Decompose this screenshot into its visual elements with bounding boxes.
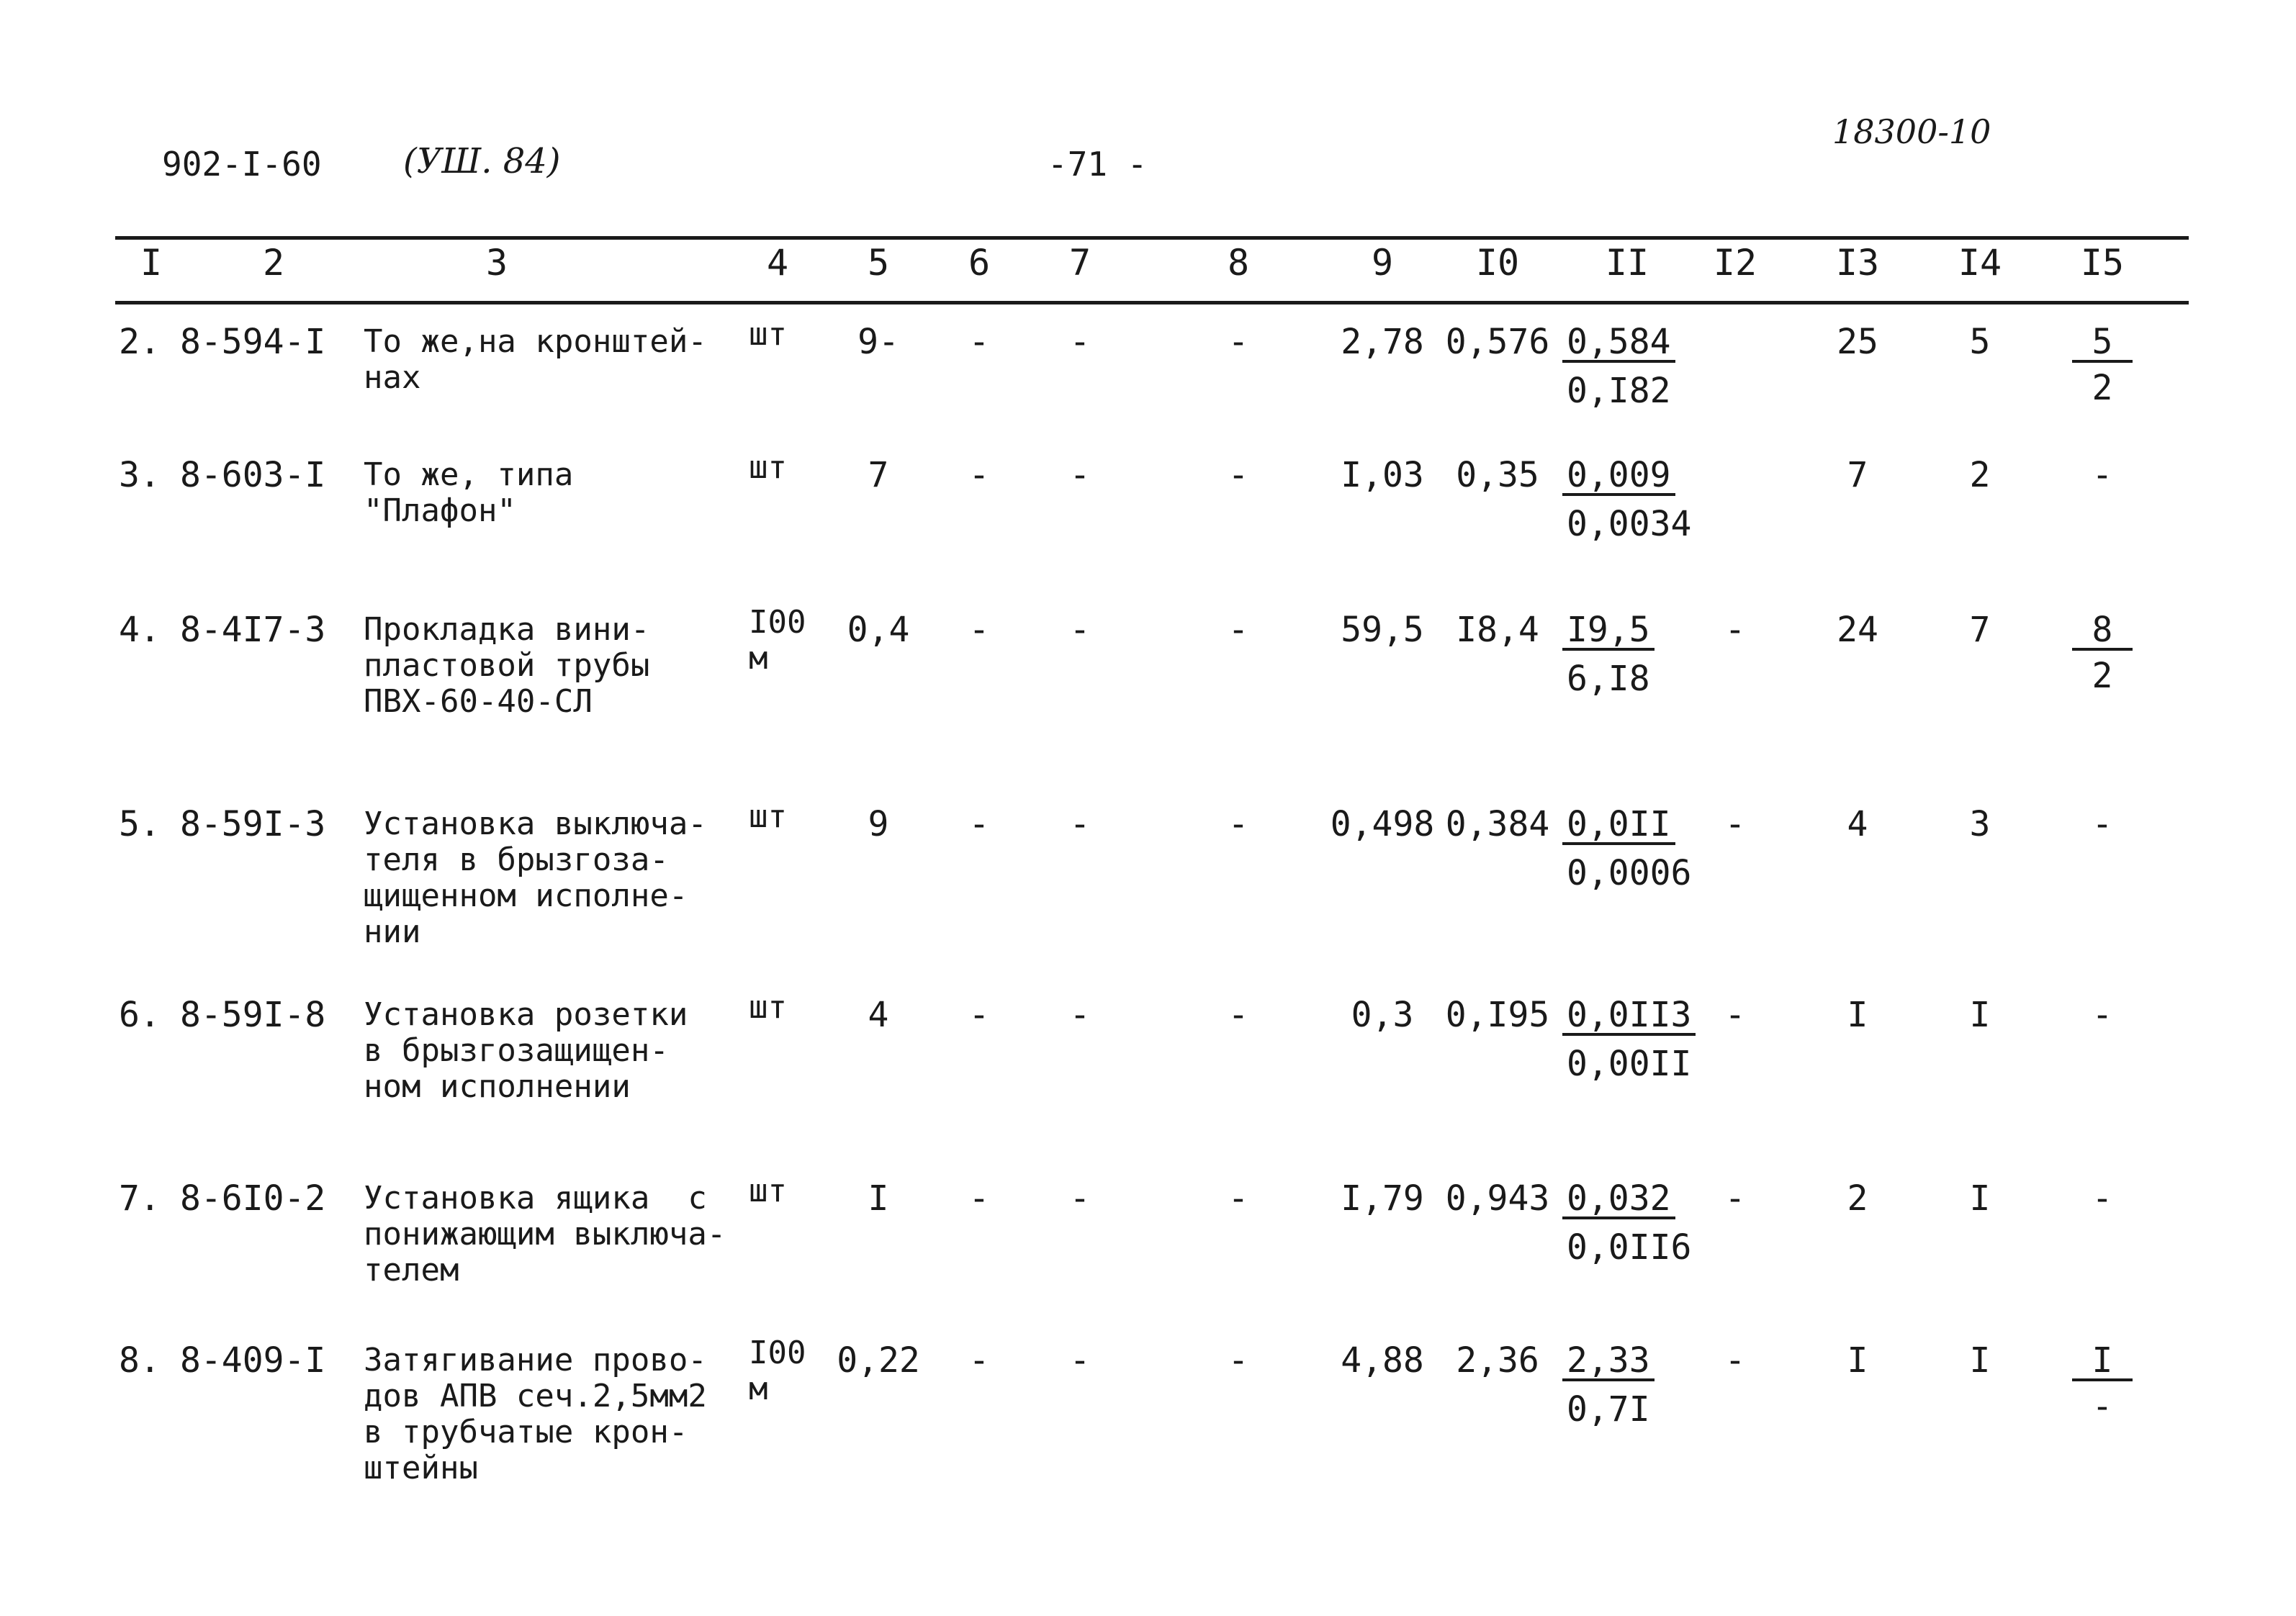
cell-col-9: I,79 bbox=[1341, 1178, 1424, 1219]
column-header-12: I2 bbox=[1713, 242, 1757, 284]
fraction-numerator: 0,009 bbox=[1562, 457, 1675, 496]
fraction-numerator: I bbox=[2072, 1342, 2133, 1381]
cell-col-12: - bbox=[1724, 610, 1746, 650]
cell-col-14: I bbox=[1969, 1340, 1991, 1381]
cell-col-9: 4,88 bbox=[1341, 1340, 1424, 1381]
work-description: Установка розетки в брызгозащищен- ном исполнении bbox=[364, 996, 688, 1105]
cell-col-13: I bbox=[1847, 995, 1868, 1035]
cell-col-9: 0,498 bbox=[1330, 804, 1435, 844]
cell-col-6: - bbox=[968, 804, 990, 844]
fraction-denominator: 0,I82 bbox=[1567, 371, 1671, 411]
fraction-numerator: - bbox=[2092, 1178, 2113, 1219]
series-note: (УШ. 84) bbox=[403, 141, 561, 181]
unit-of-measure: шт bbox=[749, 449, 787, 486]
column-header-5: 5 bbox=[867, 242, 890, 284]
row-number: 3. bbox=[119, 455, 161, 495]
fraction-numerator: - bbox=[2092, 995, 2113, 1035]
cell-col-8: - bbox=[1228, 455, 1249, 495]
fraction-denominator: 0,00II bbox=[1567, 1044, 1692, 1084]
row-number: 4. bbox=[119, 610, 161, 650]
cell-col-13: 25 bbox=[1837, 322, 1878, 362]
cell-col-15 bbox=[2059, 1342, 2146, 1425]
rate-code: 8-6I0-2 bbox=[180, 1178, 326, 1219]
cell-col-10: 0,35 bbox=[1456, 455, 1539, 495]
fraction-denominator: 0,0II6 bbox=[1567, 1227, 1692, 1268]
fraction-numerator: 5 bbox=[2072, 324, 2133, 363]
column-header-2: 2 bbox=[262, 242, 285, 284]
rate-code: 8-603-I bbox=[180, 455, 326, 495]
cell-col-6: - bbox=[968, 995, 990, 1035]
cell-col-5: 9- bbox=[857, 322, 899, 362]
fraction-denominator: 2 bbox=[2092, 656, 2113, 696]
cell-col-6: - bbox=[968, 610, 990, 650]
fraction-denominator: 0,7I bbox=[1567, 1389, 1650, 1430]
fraction-denominator: 2 bbox=[2092, 368, 2113, 408]
cell-col-8: - bbox=[1228, 804, 1249, 844]
cell-col-8: - bbox=[1228, 1178, 1249, 1219]
row-number: 7. bbox=[119, 1178, 161, 1219]
column-header-15: I5 bbox=[2080, 242, 2125, 284]
fraction-numerator: 0,0II3 bbox=[1562, 997, 1696, 1036]
cell-col-13: I bbox=[1847, 1340, 1868, 1381]
cell-col-6: - bbox=[968, 1340, 990, 1381]
page-number: -71 - bbox=[1048, 145, 1148, 184]
fraction-numerator: - bbox=[2092, 455, 2113, 495]
column-header-13: I3 bbox=[1835, 242, 1880, 284]
cell-col-15 bbox=[2059, 806, 2146, 842]
column-header-11: II bbox=[1605, 242, 1649, 284]
column-header-4: 4 bbox=[766, 242, 789, 284]
cell-col-10: 0,943 bbox=[1445, 1178, 1550, 1219]
cell-col-5: 4 bbox=[868, 995, 889, 1035]
column-header-1: I bbox=[140, 242, 163, 284]
cell-col-14: 7 bbox=[1969, 610, 1991, 650]
cell-col-14: 3 bbox=[1969, 804, 1991, 844]
cell-col-6: - bbox=[968, 1178, 990, 1219]
inventory-number: 18300-10 bbox=[1832, 112, 1991, 151]
cell-col-14: I bbox=[1969, 995, 1991, 1035]
cell-col-10: 0,576 bbox=[1445, 322, 1550, 362]
cell-col-13: 4 bbox=[1847, 804, 1868, 844]
column-header-6: 6 bbox=[968, 242, 991, 284]
cell-col-11-fraction bbox=[1562, 457, 1691, 542]
cell-col-9: 0,3 bbox=[1351, 995, 1414, 1035]
cell-col-7: - bbox=[1069, 995, 1091, 1035]
column-header-7: 7 bbox=[1068, 242, 1091, 284]
cell-col-12: - bbox=[1724, 1178, 1746, 1219]
unit-of-measure: I00 м bbox=[749, 604, 806, 677]
rate-code: 8-59I-3 bbox=[180, 804, 326, 844]
rate-code: 8-4I7-3 bbox=[180, 610, 326, 650]
cell-col-8: - bbox=[1228, 995, 1249, 1035]
fraction-numerator: 8 bbox=[2072, 612, 2133, 651]
cell-col-11-fraction bbox=[1562, 806, 1691, 891]
work-description: Установка ящика с понижающим выключа- телем bbox=[364, 1180, 726, 1288]
row-number: 8. bbox=[119, 1340, 161, 1381]
cell-col-15 bbox=[2059, 997, 2146, 1033]
column-header-3: 3 bbox=[485, 242, 508, 284]
cell-col-8: - bbox=[1228, 322, 1249, 362]
fraction-denominator: 0,0034 bbox=[1567, 504, 1692, 544]
cell-col-10: 0,I95 bbox=[1445, 995, 1550, 1035]
cell-col-8: - bbox=[1228, 1340, 1249, 1381]
cell-col-12: - bbox=[1724, 1340, 1746, 1381]
fraction-numerator: 0,0II bbox=[1562, 806, 1675, 845]
work-description: Прокладка вини- пластовой трубы ПВХ-60-40-СЛ bbox=[364, 611, 650, 720]
cell-col-13: 7 bbox=[1847, 455, 1868, 495]
cell-col-9: 59,5 bbox=[1341, 610, 1424, 650]
cell-col-14: 5 bbox=[1969, 322, 1991, 362]
cell-col-9: I,03 bbox=[1341, 455, 1424, 495]
cell-col-11-fraction bbox=[1562, 997, 1696, 1082]
cell-col-7: - bbox=[1069, 1340, 1091, 1381]
cell-col-10: 0,384 bbox=[1445, 804, 1550, 844]
cell-col-15 bbox=[2059, 457, 2146, 493]
cell-col-7: - bbox=[1069, 322, 1091, 362]
work-description: Затягивание прово- дов АПВ сеч.2,5мм2 в трубчатые крон- штейны bbox=[364, 1342, 707, 1486]
cell-col-7: - bbox=[1069, 455, 1091, 495]
column-header-9: 9 bbox=[1371, 242, 1394, 284]
cell-col-13: 24 bbox=[1837, 610, 1878, 650]
cell-col-5: 0,22 bbox=[837, 1340, 920, 1381]
unit-of-measure: шт bbox=[749, 1173, 787, 1209]
column-header-14: I4 bbox=[1958, 242, 2002, 284]
row-number: 5. bbox=[119, 804, 161, 844]
unit-of-measure: шт bbox=[749, 798, 787, 835]
fraction-denominator: 6,I8 bbox=[1567, 659, 1650, 699]
fraction-numerator: 2,33 bbox=[1562, 1342, 1655, 1381]
column-header-10: I0 bbox=[1475, 242, 1520, 284]
cell-col-6: - bbox=[968, 322, 990, 362]
fraction-denominator: - bbox=[2092, 1386, 2113, 1427]
rate-code: 8-59I-8 bbox=[180, 995, 326, 1035]
rate-code: 8-409-I bbox=[180, 1340, 326, 1381]
cell-col-15 bbox=[2059, 1178, 2146, 1219]
fraction-denominator: 0,0006 bbox=[1567, 853, 1692, 893]
work-description: То же, типа "Плафон" bbox=[364, 456, 574, 529]
fraction-numerator: - bbox=[2092, 804, 2113, 844]
cell-col-14: I bbox=[1969, 1178, 1991, 1219]
column-header-8: 8 bbox=[1227, 242, 1250, 284]
cell-col-7: - bbox=[1069, 610, 1091, 650]
cell-col-14: 2 bbox=[1969, 455, 1991, 495]
cell-col-10: I8,4 bbox=[1456, 610, 1539, 650]
cell-col-13: 2 bbox=[1847, 1178, 1868, 1219]
cell-col-7: - bbox=[1069, 1178, 1091, 1219]
unit-of-measure: шт bbox=[749, 989, 787, 1026]
cell-col-12: - bbox=[1724, 804, 1746, 844]
work-description: Установка выключа- теля в брызгоза- щищенном исполне- нии bbox=[364, 805, 707, 950]
cell-col-5: I bbox=[868, 1178, 889, 1219]
fraction-numerator: I9,5 bbox=[1562, 612, 1655, 651]
cell-col-11-fraction bbox=[1562, 612, 1655, 697]
cell-col-11-fraction bbox=[1562, 1178, 1692, 1268]
cell-col-5: 0,4 bbox=[847, 610, 910, 650]
cell-col-10: 2,36 bbox=[1456, 1340, 1539, 1381]
work-description: То же,на кронштей- нах bbox=[364, 323, 707, 396]
row-number: 6. bbox=[119, 995, 161, 1035]
cell-col-15 bbox=[2059, 612, 2146, 694]
document-code: 902-I-60 bbox=[162, 145, 322, 184]
table-top-rule bbox=[115, 236, 2189, 240]
cell-col-5: 7 bbox=[868, 455, 889, 495]
table-header-rule bbox=[115, 301, 2189, 304]
rate-code: 8-594-I bbox=[180, 322, 326, 362]
cell-col-9: 2,78 bbox=[1341, 322, 1424, 362]
cell-col-15 bbox=[2059, 324, 2146, 406]
cell-col-7: - bbox=[1069, 804, 1091, 844]
unit-of-measure: I00 м bbox=[749, 1335, 806, 1407]
cell-col-8: - bbox=[1228, 610, 1249, 650]
cell-col-11-fraction bbox=[1562, 1340, 1655, 1430]
fraction-numerator: 0,584 bbox=[1562, 324, 1675, 363]
cell-col-12: - bbox=[1724, 995, 1746, 1035]
cell-col-11-fraction bbox=[1562, 324, 1675, 409]
unit-of-measure: шт bbox=[749, 316, 787, 353]
row-number: 2. bbox=[119, 322, 161, 362]
fraction-numerator: 0,032 bbox=[1562, 1181, 1675, 1219]
cell-col-5: 9 bbox=[868, 804, 889, 844]
cell-col-6: - bbox=[968, 455, 990, 495]
